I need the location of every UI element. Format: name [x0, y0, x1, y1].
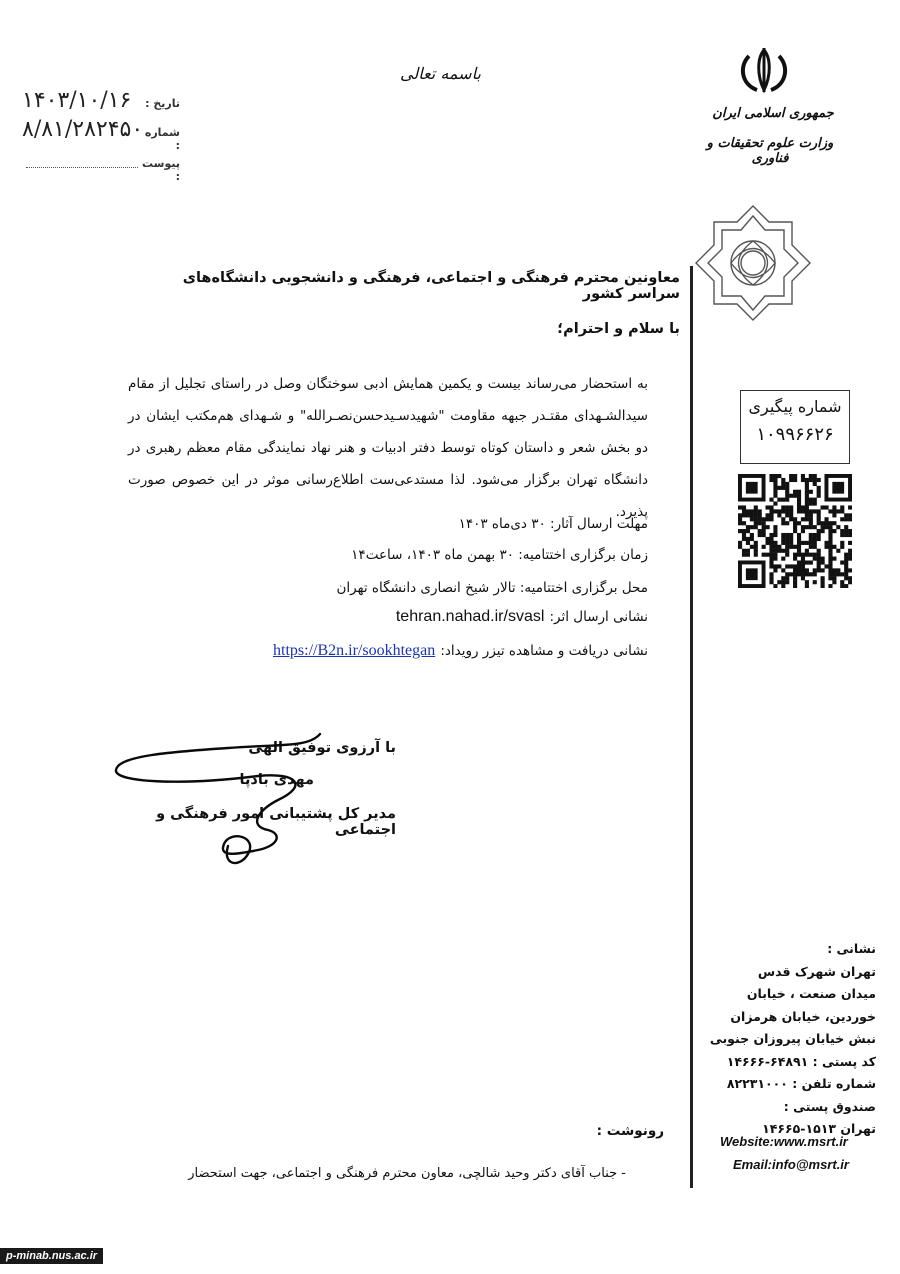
date-value: ۱۴۰۳/۱۰/۱۶	[22, 88, 132, 113]
attachment-line	[26, 167, 138, 168]
attachment-label: پیوست :	[142, 157, 180, 183]
address-line: خوردین، خیابان هرمزان	[730, 1008, 876, 1024]
tracking-box	[740, 390, 850, 464]
date-label: تاریخ :	[145, 97, 180, 110]
signature-title: مدیر کل پشتیبانی امور فرهنگی و اجتماعی	[156, 806, 396, 838]
address-line: نبش خیابان پیروزان جنوبی	[709, 1031, 876, 1046]
address-line: میدان صنعت ، خیابان	[746, 986, 876, 1001]
ornament-icon	[694, 204, 812, 322]
deadline: مهلت ارسال آثار: ۳۰ دی‌ماه ۱۴۰۳	[458, 516, 648, 532]
letter-body: به استحضار می‌رساند بیست و یکمین همایش ادبی سوختگان وصل در راستای تجلیل از مقام سیدالشـهدای مقتـدر جبهه مقاومت "شهیدسـیدحسن‌نصـرالله" و شـهدای هم‌مکتب ایشان در دو بخش شعر و داستان کوتاه توسط دفتر ادبیات و هنر نهاد نمایندگی مقام معظم رهبری در دانشگاه تهران برگزار می‌شود. لذا مستدعی‌ست اطلاع‌رسانی موثر در این خصوص صورت پذیرد.	[128, 376, 648, 520]
postal-code: کد پستی : ۶۴۸۹۱-۱۴۶۶۶	[726, 1053, 876, 1069]
number-label: شماره :	[144, 126, 180, 152]
address-line: تهران شهرک قدس	[757, 963, 876, 979]
gov-name: جمهوری اسلامی ایران	[712, 106, 834, 121]
cc-item: - جناب آقای دکتر وحید شالچی، معاون محترم فرهنگی و اجتماعی، جهت استحضار	[188, 1166, 626, 1181]
po-box-label: صندوق پستی :	[783, 1098, 876, 1114]
ceremony-place: محل برگزاری اختتامیه: تالار شیخ انصاری دانشگاه تهران	[336, 580, 648, 596]
submit-address	[300, 606, 648, 626]
submit-label: نشانی ارسال اثر:	[549, 609, 648, 625]
ceremony-time: زمان برگزاری اختتامیه: ۳۰ بهمن ماه ۱۴۰۳، ساعت۱۴	[351, 547, 648, 563]
recipient: معاونین محترم فرهنگی و اجتماعی، فرهنگی و دانشجویی دانشگاه‌های سراسر کشور	[182, 270, 680, 302]
view-address	[230, 640, 648, 660]
website: Website:www.msrt.ir	[720, 1134, 848, 1149]
footer-badge: p-minab.nus.ac.ir	[0, 1248, 103, 1264]
signature-closing: با آرزوی توفیق الهی	[248, 740, 396, 756]
bismillah: باسمه تعالی	[400, 64, 481, 83]
phone-number: شماره تلفن : ۸۲۲۳۱۰۰۰	[726, 1076, 876, 1091]
tracking-label: شماره پیگیری	[748, 397, 842, 416]
cc-title: رونوشت :	[596, 1123, 664, 1139]
view-url-link[interactable]: https://B2n.ir/sookhtegan	[273, 642, 436, 659]
view-label: نشانی دریافت و مشاهده تیزر رویداد:	[440, 643, 648, 659]
address-block	[700, 938, 876, 1141]
address-title: نشانی :	[827, 941, 876, 956]
qr-code-icon	[738, 474, 852, 588]
signature-name: مهدی بادپا	[239, 772, 314, 788]
po-box-value: تهران ۱۵۱۳-۱۴۶۶۵	[762, 1121, 876, 1136]
ministry-name: وزارت علوم تحقیقات و فناوری	[706, 136, 834, 166]
email: Email:info@msrt.ir	[733, 1157, 849, 1172]
number-value: ۸/۸۱/۲۸۲۴۵۰	[22, 117, 144, 142]
tracking-number: ۱۰۹۹۶۶۲۶	[756, 424, 834, 445]
greeting: با سلام و احترام؛	[557, 321, 680, 337]
submit-url: tehran.nahad.ir/svasl	[395, 608, 545, 625]
margin-rule	[690, 266, 693, 1188]
iran-emblem-icon	[735, 46, 793, 96]
